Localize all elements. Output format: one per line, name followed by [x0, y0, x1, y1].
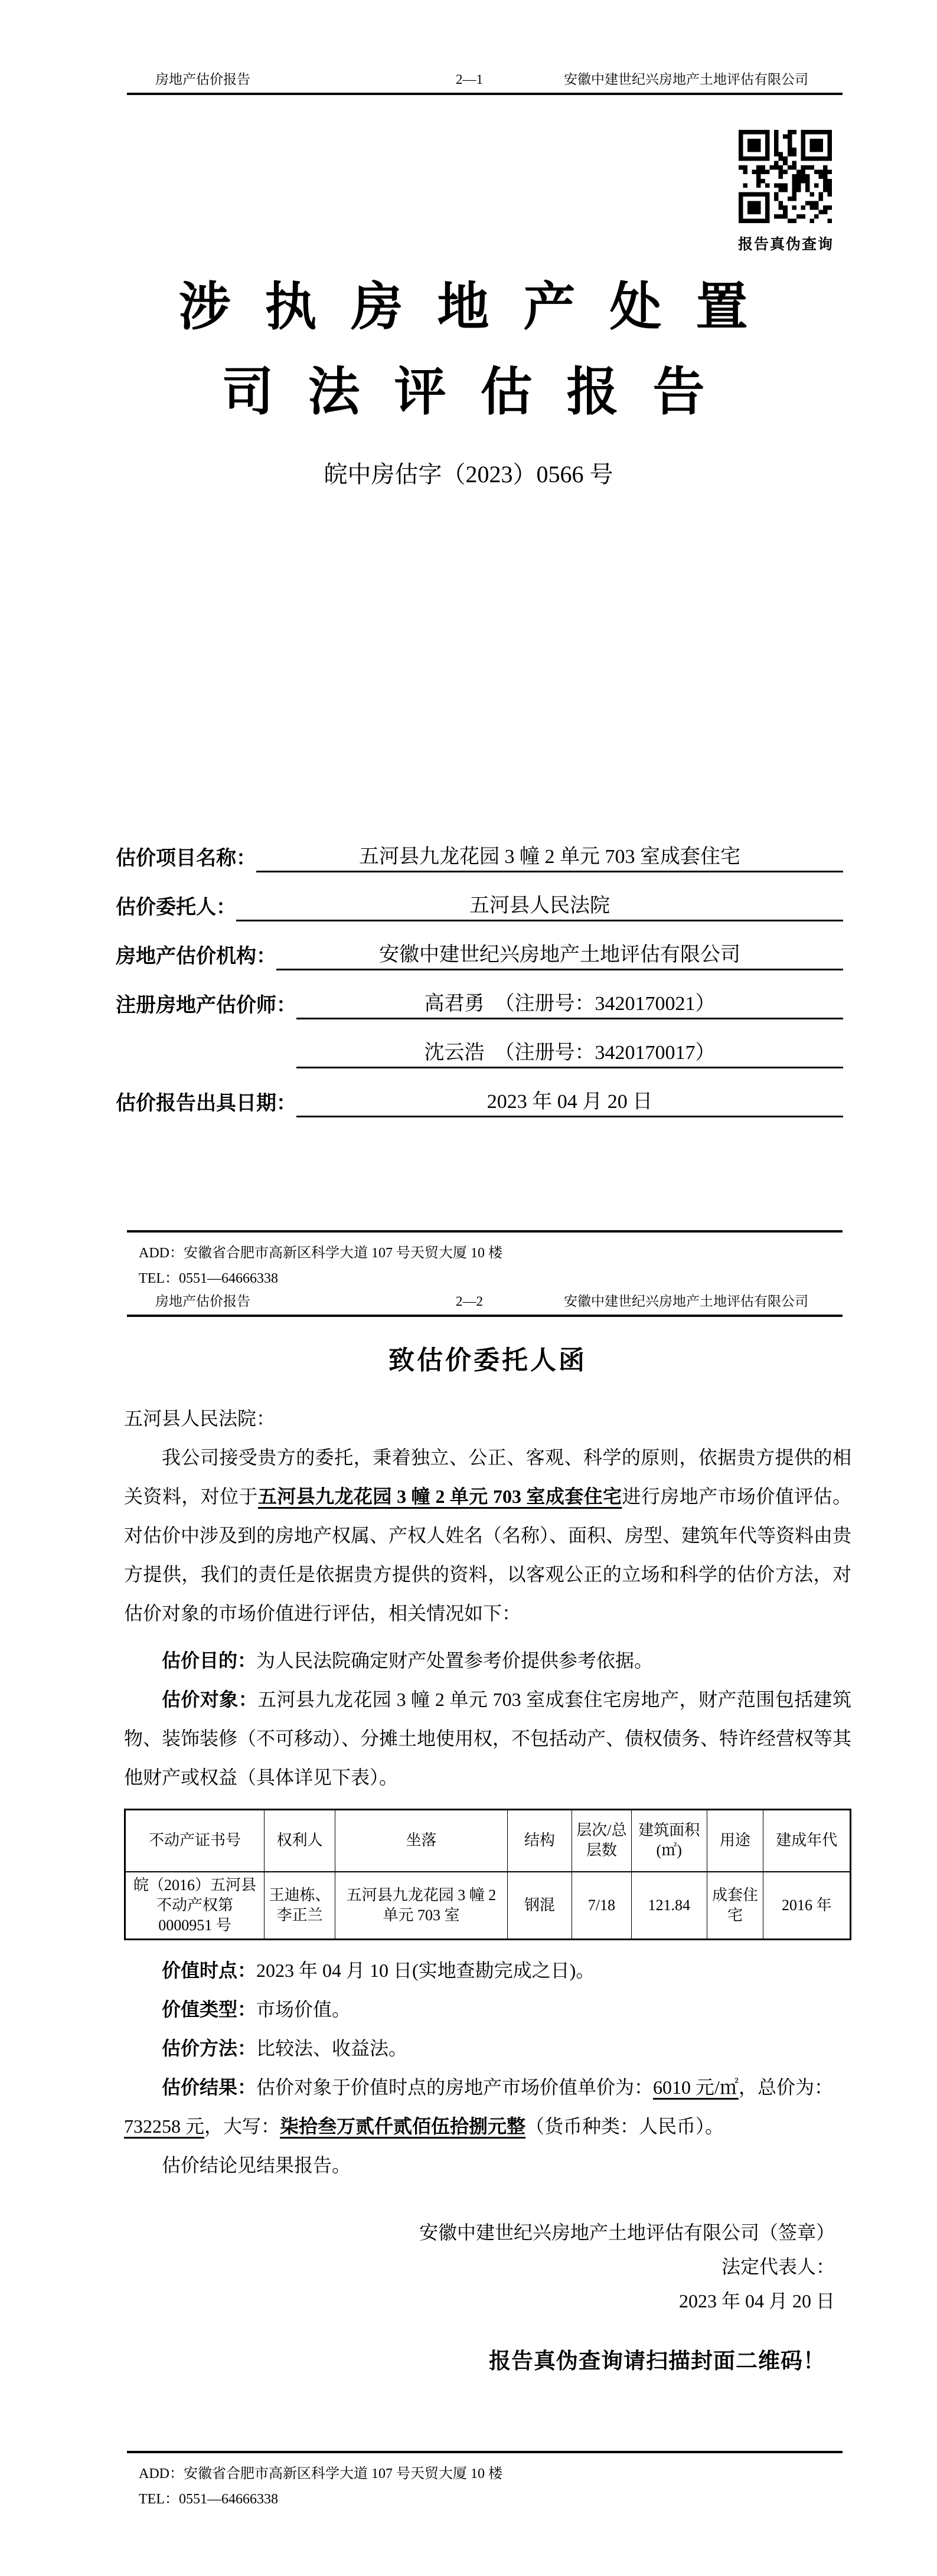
report-type-label: 房地产估价报告: [155, 1294, 250, 1309]
cell-right-holder: 王迪栋、李正兰: [264, 1872, 335, 1940]
field-issue-date: [116, 1068, 843, 1117]
footer-tel: TEL：0551—64666338: [139, 1271, 278, 1286]
signature-legal-rep: 法定代表人：: [721, 2256, 835, 2277]
letter-title: 致估价委托人函: [388, 1346, 587, 1375]
field-project-name-value: 五河县九龙花园 3 幢 2 单元 703 室成套住宅: [256, 840, 843, 872]
cell-floor-area: 121.84: [631, 1872, 707, 1940]
page-number: 2—1: [456, 72, 483, 87]
signature-company: 安徽中建世纪兴房地产土地评估有限公司（签章）: [419, 2222, 835, 2243]
subject-paragraph: 估价对象：五河县九龙花园 3 幢 2 单元 703 室成套住宅房地产，财产范围包括建筑物、装饰装修（不可移动）、分摊土地使用权，不包括动产、债权债务、特许经营权等其他财产或权益（具体详见下表）。: [124, 1689, 852, 1788]
th-floor: 层次/总层数: [572, 1810, 632, 1872]
field-appraiser-2-value: 沈云浩 （注册号：3420170017）: [296, 1036, 843, 1068]
signature-block: [124, 2215, 851, 2318]
footer-tel: TEL：0551—64666338: [139, 2492, 278, 2507]
conclusion-note: 估价结论见结果报告。: [162, 2155, 351, 2176]
field-project-name-label: 估价项目名称：: [116, 848, 256, 869]
value-type-paragraph: 价值类型：市场价值。: [162, 1999, 351, 2020]
cell-floor: 7/18: [572, 1872, 632, 1940]
field-issue-date-value: 2023 年 04 月 20 日: [296, 1085, 843, 1117]
scan-note: 报告真伪查询请扫描封面二维码！: [489, 2349, 825, 2374]
field-agency-label: 房地产估价机构：: [116, 946, 276, 967]
cover-fields: [116, 823, 843, 1117]
property-table: [124, 1809, 851, 1940]
qr-code-icon: [738, 130, 832, 223]
field-appraiser-1-label: 注册房地产估价师：: [116, 995, 296, 1016]
th-certificate-number: 不动产证书号: [125, 1810, 265, 1872]
letter-body: [124, 1339, 851, 2375]
property-table-data-row: [125, 1872, 851, 1940]
page2-footer: [127, 2451, 843, 2512]
footer-address: ADD：安徽省合肥市高新区科学大道 107 号天贸大厦 10 楼: [139, 2466, 502, 2482]
cell-structure: 钢混: [507, 1872, 572, 1940]
th-floor-area: 建筑面积(㎡): [631, 1810, 707, 1872]
th-year-built: 建成年代: [763, 1810, 851, 1872]
cell-certificate-number: 皖（2016）五河县不动产权第 0000951 号: [125, 1872, 265, 1940]
report-title-line-2: 司 法 评 估 报 告: [221, 364, 716, 421]
page-number: 2—2: [456, 1294, 483, 1309]
field-issue-date-label: 估价报告出具日期：: [116, 1093, 296, 1114]
result-paragraph: 估价结果：估价对象于价值时点的房地产市场价值单价为：6010 元/㎡，总价为： 732258 元，大写：柒拾叁万贰仟贰佰伍拾捌元整（货币种类：人民币）。: [124, 2077, 833, 2137]
purpose-paragraph: 估价目的：为人民法院确定财产处置参考价提供参考依据。: [162, 1650, 654, 1671]
intro-paragraph: 我公司接受贵方的委托，秉着独立、公正、客观、科学的原则，依据贵方提供的相关资料，对位于五河县九龙花园 3 幢 2 单元 703 室成套住宅进行房地产市场价值评估。对估价中涉及到的房地产权属、产权人姓名（名称）、面积、房型、建筑年代等资料由贵方提供，我们的责任是依据贵方提供的资料，以客观公正的立场和科学的估价方法，对估价对象的市场价值进行评估，相关情况如下：: [124, 1447, 852, 1624]
field-appraiser-2: [116, 1019, 843, 1068]
footer-address: ADD：安徽省合肥市高新区科学大道 107 号天贸大厦 10 楼: [139, 1245, 502, 1261]
qr-block: [738, 130, 832, 254]
cell-location: 五河县九龙花园 3 幢 2 单元 703 室: [335, 1872, 507, 1940]
company-name: 安徽中建世纪兴房地产土地评估有限公司: [564, 72, 808, 87]
report-number: 皖中房估字（2023）0566 号: [324, 461, 613, 488]
signature-date: 2023 年 04 月 20 日: [678, 2290, 835, 2312]
field-project-name: [116, 823, 843, 872]
page1-footer: [127, 1230, 843, 1292]
property-table-header-row: [125, 1810, 851, 1872]
field-agency-value: 安徽中建世纪兴房地产土地评估有限公司: [276, 938, 843, 970]
method-paragraph: 估价方法：比较法、收益法。: [162, 2038, 408, 2059]
th-location: 坐落: [335, 1810, 507, 1872]
report-title-line-1: 涉 执 房 地 产 处 置: [178, 279, 759, 336]
th-structure: 结构: [507, 1810, 572, 1872]
greeting: 五河县人民法院：: [124, 1408, 276, 1429]
field-appraiser-1: [116, 970, 843, 1019]
value-date-paragraph: 价值时点：2023 年 04 月 10 日(实地查勘完成之日)。: [162, 1960, 595, 1981]
field-client-value: 五河县人民法院: [236, 889, 843, 921]
cell-use: 成套住宅: [707, 1872, 763, 1940]
field-client: [116, 872, 843, 921]
field-agency: [116, 921, 843, 970]
company-name: 安徽中建世纪兴房地产土地评估有限公司: [564, 1294, 808, 1309]
cell-year-built: 2016 年: [763, 1872, 851, 1940]
field-appraiser-1-value: 高君勇 （注册号：3420170021）: [296, 987, 843, 1019]
field-client-label: 估价委托人：: [116, 897, 236, 918]
page2-running-header: [127, 1290, 843, 1317]
page1-running-header: [127, 68, 843, 95]
th-right-holder: 权利人: [264, 1810, 335, 1872]
report-type-label: 房地产估价报告: [155, 72, 250, 87]
qr-caption: 报告真伪查询: [738, 237, 834, 253]
th-use: 用途: [707, 1810, 763, 1872]
